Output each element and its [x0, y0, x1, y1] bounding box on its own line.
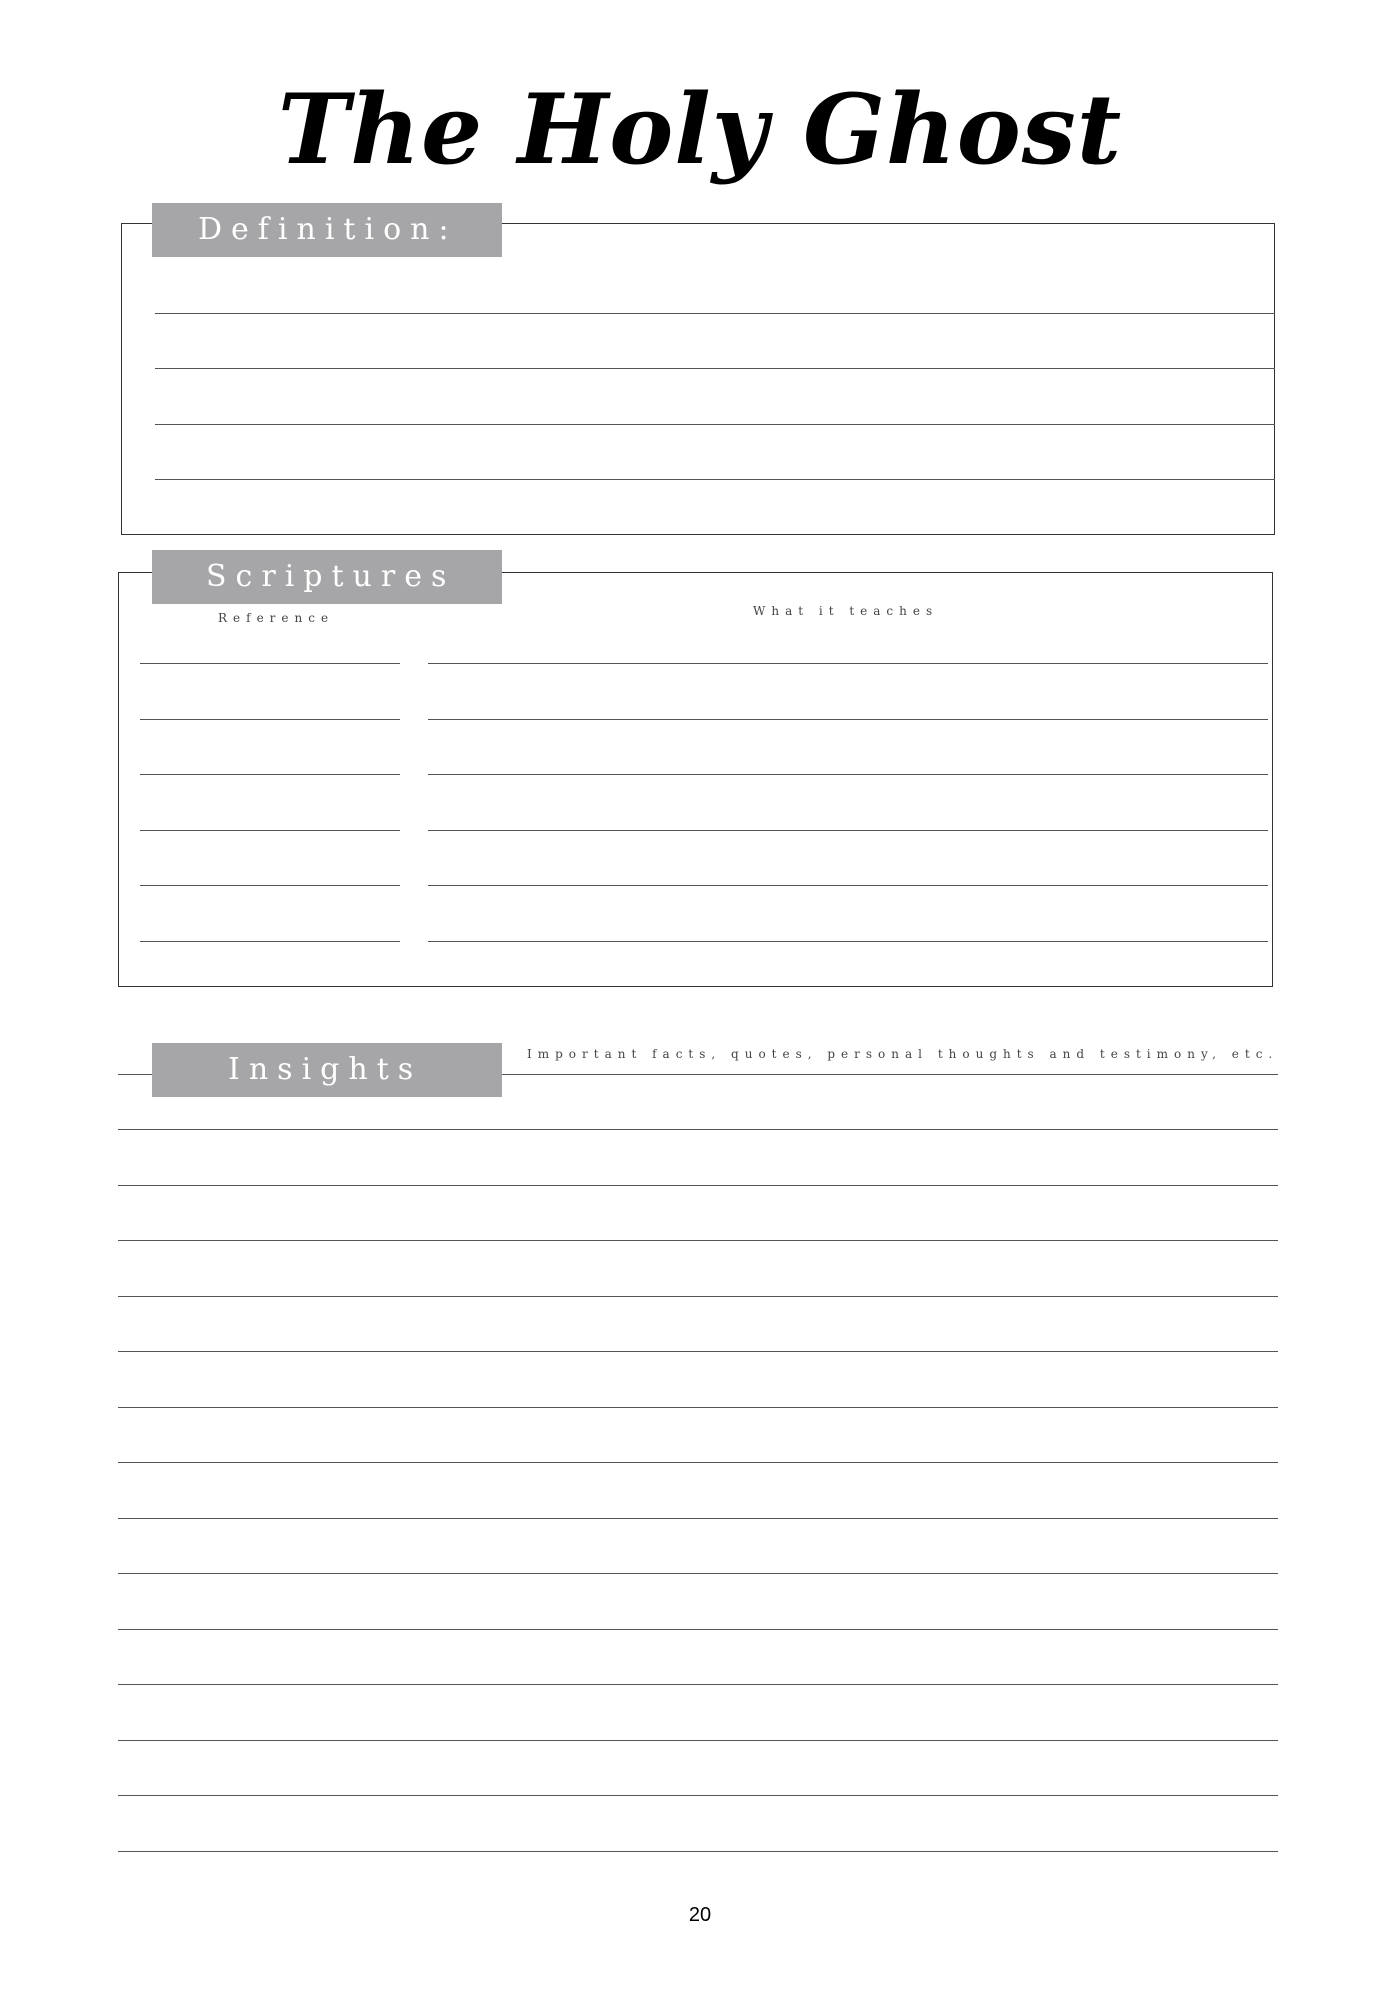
- teaches-line[interactable]: [428, 663, 1268, 664]
- teaches-column-header: What it teaches: [753, 604, 939, 618]
- insights-line[interactable]: [118, 1573, 1278, 1574]
- reference-column-header: Reference: [218, 611, 335, 625]
- definition-line[interactable]: [155, 424, 1275, 425]
- reference-line[interactable]: [140, 941, 400, 942]
- insights-line[interactable]: [118, 1795, 1278, 1796]
- insights-line[interactable]: [118, 1518, 1278, 1519]
- insights-line[interactable]: [118, 1296, 1278, 1297]
- insights-line[interactable]: [118, 1351, 1278, 1352]
- insights-hint: Important facts, quotes, personal thoughts and testimony, etc.: [527, 1047, 1279, 1061]
- insights-line[interactable]: [118, 1851, 1278, 1852]
- reference-line[interactable]: [140, 774, 400, 775]
- reference-line[interactable]: [140, 885, 400, 886]
- definition-line[interactable]: [155, 368, 1275, 369]
- scriptures-label: Scriptures: [152, 550, 502, 604]
- teaches-line[interactable]: [428, 774, 1268, 775]
- definition-line[interactable]: [155, 479, 1275, 480]
- insights-line[interactable]: [118, 1629, 1278, 1630]
- insights-line[interactable]: [118, 1185, 1278, 1186]
- reference-line[interactable]: [140, 830, 400, 831]
- teaches-line[interactable]: [428, 830, 1268, 831]
- teaches-line[interactable]: [428, 941, 1268, 942]
- insights-label: Insights: [152, 1043, 502, 1097]
- insights-line[interactable]: [118, 1684, 1278, 1685]
- reference-line[interactable]: [140, 663, 400, 664]
- teaches-line[interactable]: [428, 719, 1268, 720]
- definition-box: [121, 223, 1275, 535]
- reference-line[interactable]: [140, 719, 400, 720]
- page-number: 20: [688, 1904, 712, 1926]
- scriptures-box: [118, 572, 1273, 987]
- insights-line[interactable]: [118, 1462, 1278, 1463]
- definition-line[interactable]: [155, 313, 1275, 314]
- insights-line[interactable]: [118, 1740, 1278, 1741]
- page-title: The Holy Ghost: [277, 73, 1123, 186]
- insights-line[interactable]: [118, 1129, 1278, 1130]
- teaches-line[interactable]: [428, 885, 1268, 886]
- insights-line[interactable]: [118, 1407, 1278, 1408]
- definition-label: Definition:: [152, 203, 502, 257]
- insights-line[interactable]: [118, 1240, 1278, 1241]
